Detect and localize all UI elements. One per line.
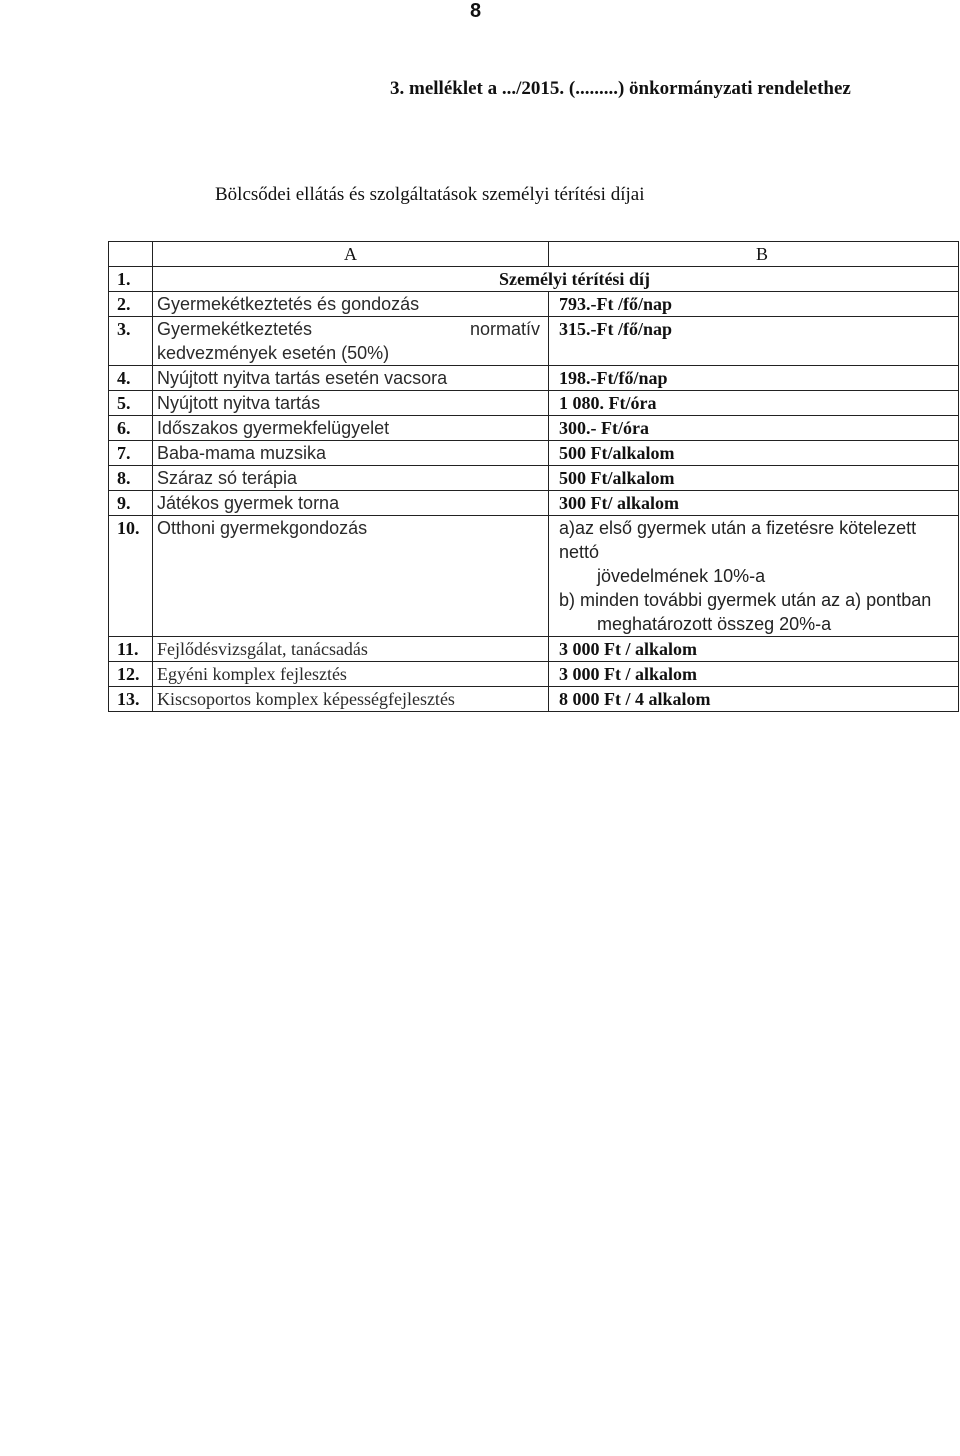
service-name: Baba-mama muzsika bbox=[153, 441, 549, 466]
table-subheader-row bbox=[109, 267, 959, 292]
table-row bbox=[109, 516, 959, 637]
fee-value: 315.-Ft /fő/nap bbox=[549, 317, 959, 366]
annex-heading: 3. melléklet a .../2015. (.........) önkormányzati rendelethez bbox=[390, 78, 851, 99]
row-number: 1. bbox=[109, 267, 153, 292]
service-name bbox=[153, 317, 549, 366]
fee-value: 198.-Ft/fő/nap bbox=[549, 366, 959, 391]
table-row bbox=[109, 637, 959, 662]
fee-value-note bbox=[549, 516, 959, 637]
table-row bbox=[109, 687, 959, 712]
table-header-row bbox=[109, 242, 959, 267]
table-row bbox=[109, 366, 959, 391]
fee-value: 8 000 Ft / 4 alkalom bbox=[549, 687, 959, 712]
service-name: Nyújtott nyitva tartás esetén vacsora bbox=[153, 366, 549, 391]
service-name: Játékos gyermek torna bbox=[153, 491, 549, 516]
service-name-line1: Gyermekétkeztetés bbox=[157, 319, 313, 339]
service-name: Otthoni gyermekgondozás bbox=[153, 516, 549, 637]
table-row bbox=[109, 441, 959, 466]
service-name: Időszakos gyermekfelügyelet bbox=[153, 416, 549, 441]
column-b-header: B bbox=[549, 242, 959, 267]
service-name-line2: kedvezmények esetén (50%) bbox=[157, 343, 390, 363]
service-name: Fejlődésvizsgálat, tanácsadás bbox=[153, 637, 549, 662]
fee-value: 3 000 Ft / alkalom bbox=[549, 662, 959, 687]
fee-value: 500 Ft/alkalom bbox=[549, 441, 959, 466]
row-number: 5. bbox=[109, 391, 153, 416]
table-row bbox=[109, 391, 959, 416]
service-name-qualifier: normatív bbox=[469, 319, 540, 339]
table-row bbox=[109, 292, 959, 317]
row-number: 7. bbox=[109, 441, 153, 466]
page-number: 8 bbox=[470, 0, 482, 22]
fee-value: 3 000 Ft / alkalom bbox=[549, 637, 959, 662]
row-number: 3. bbox=[109, 317, 153, 366]
table-title: Bölcsődei ellátás és szolgáltatások személyi térítési díjai bbox=[215, 184, 645, 205]
row-number: 4. bbox=[109, 366, 153, 391]
service-name: Egyéni komplex fejlesztés bbox=[153, 662, 549, 687]
fee-table bbox=[108, 241, 959, 712]
fee-value: 793.-Ft /fő/nap bbox=[549, 292, 959, 317]
fee-value: 1 080. Ft/óra bbox=[549, 391, 959, 416]
row-number: 12. bbox=[109, 662, 153, 687]
row-number: 11. bbox=[109, 637, 153, 662]
row-number: 13. bbox=[109, 687, 153, 712]
table-row bbox=[109, 491, 959, 516]
table-row bbox=[109, 416, 959, 441]
fee-value: 300 Ft/ alkalom bbox=[549, 491, 959, 516]
fee-column-subheader bbox=[153, 267, 959, 292]
fee-note-b-line2: meghatározott összeg 20%-a bbox=[597, 614, 832, 634]
table-row bbox=[109, 466, 959, 491]
header-empty-cell bbox=[109, 242, 153, 267]
fee-note-a-line2: jövedelmének 10%-a bbox=[597, 566, 766, 586]
table-row bbox=[109, 317, 959, 366]
row-number: 2. bbox=[109, 292, 153, 317]
service-name: Gyermekétkeztetés és gondozás bbox=[153, 292, 549, 317]
fee-value: 300.- Ft/óra bbox=[549, 416, 959, 441]
fee-value: 500 Ft/alkalom bbox=[549, 466, 959, 491]
service-name: Nyújtott nyitva tartás bbox=[153, 391, 549, 416]
row-number: 8. bbox=[109, 466, 153, 491]
column-a-header: A bbox=[153, 242, 549, 267]
subheader-label: Személyi térítési díj bbox=[499, 269, 650, 289]
row-number: 6. bbox=[109, 416, 153, 441]
table-row bbox=[109, 662, 959, 687]
row-number: 10. bbox=[109, 516, 153, 637]
fee-note-a-line1: a)az első gyermek után a fizetésre kötelezett nettó bbox=[559, 518, 917, 562]
fee-note-b-line1: b) minden további gyermek után az a) pontban bbox=[559, 590, 932, 610]
row-number: 9. bbox=[109, 491, 153, 516]
service-name: Száraz só terápia bbox=[153, 466, 549, 491]
service-name: Kiscsoportos komplex képességfejlesztés bbox=[153, 687, 549, 712]
